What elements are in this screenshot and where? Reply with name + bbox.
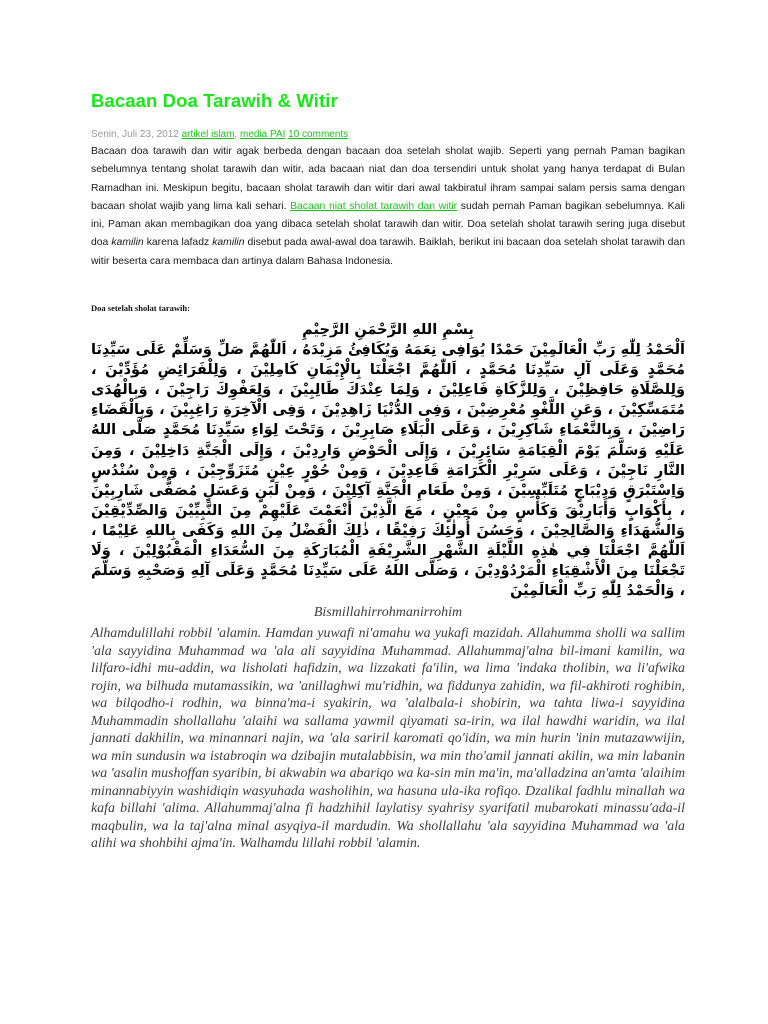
intro-text-2: sudah pernah Paman bagikan sebelumnya. Kali ini, Paman akan membagikan doa yang dibaca setelah sholat tarawih dan witir. Doa setelah sholat tarawih sering juga disebut doa: [91, 200, 685, 249]
transliteration-text: Alhamdulillahi robbil 'alamin. Hamdan yuwafi ni'amahu wa yukafi mazidah. Allahumma sholli wa sallim 'ala sayyidina Muhammad wa 'ala ali sayyidina Muhammad. Allahummaj'alna bil-imani kamilin, wa lilfaro-idhi mu-addin, wa lisholati hafidzin, wa lizzakati fa'ilin, wa lima 'indaka tholibin, wa li'afwika rojin, wa bilhuda mutamassikin, wa 'anillaghwi mu'ridhin, wa fiddunya zahidin, wa fil-akhiroti roghibin, wa bilqodho-i rodhin, wa binna'ma-i syakirin, wa 'alalbala-i shobirin, wa tahta liwa-i sayyidina Muhammadin shollallahu 'alaihi wa sallama yawmil qiyamati sa-irin, wa ilal hawdhi waridin, wa ilal jannati dakhilin, wa minannari najin, wa 'ala sariril karomati qo'idin, wa min hurin 'inin mutazawwijin, wa min sundusin wa istabroqin wa dzibajin mutalabbisin, wa min tho'amil jannati akilin, wa min labanin wa 'asalin mushoffan syaribin, bi akwabin wa abariqo wa ka-sin min ma'in, ma'alladzina an'amta 'alaihim minannabiyyin washidiqin wasyuhada washolihin, wa hasuna ula-ika rofiqo. Dzalikal fadhlu minallah wa kafa billahi 'alima. Allahummaj'alna fi hadzhihil laylatisy syahrisy syarifatil mubarokati minassu'ada-il maqbulin, wa la taj'alna minal asyqiya-il mardudin. Wa shollallahu 'ala sayyidina Muhammad wa 'ala alihi wa shohbihi ajma'in. Walhamdu lillahi robbil 'alamin.: [91, 626, 685, 851]
intro-text-1: Bacaan doa tarawih dan witir agak berbeda dengan bacaan doa setelah sholat wajib. Seperti yang pernah Paman bagikan sebelumnya tentang sholat tarawih dan witir, ada bacaan niat dan doa tersendiri untuk sholat yang hanya terdapat di Bulan Ramadhan ini. Meskipun begitu, bacaan sholat tarawih dan witir dari awal takbiratul ihram sampai salam persis sama dengan bacaan sholat wajib yang lima kali sehari.: [91, 146, 685, 212]
post-meta: [91, 129, 348, 140]
kamilin-term: kamilin: [111, 237, 144, 249]
doa-subheading: Doa setelah sholat tarawih:: [91, 303, 190, 313]
category-link-artikel-islam[interactable]: artikel islam: [181, 129, 235, 140]
intro-text-3: karena lafadz: [146, 237, 210, 249]
niat-tarawih-link[interactable]: Bacaan niat sholat tarawih dan witir: [290, 200, 458, 212]
arabic-prayer-body: اَلْحَمْدُ لِلّٰهِ رَبِّ الْعَالَمِيْنَ حَمْدًا يُوَافِى نِعَمَهُ وَيُكَافِئُ مَزِيْدَهُ ، اَللّٰهُمَّ صَلِّ وَسَلِّمْ عَلَى سَيِّدِنَا مُحَمَّدٍ وَعَلَى آلِ سَيِّدِنَا مُحَمَّدٍ ، اَللّٰهُمَّ اجْعَلْنَا بِالْإِيْمَانِ كَامِلِيْنَ ، وَلِلْفَرَائِضِ مُؤَدِّيْنَ ، وَلِلصَّلَاةِ حَافِظِيْنَ ، وَلِلزَّكَاةِ فَاعِلِيْنَ ، وَلِمَا عِنْدَكَ طَالِبِيْنَ ، وَلِعَفْوِكَ رَاجِيْنَ ، وَبِالْهُدَى مُتَمَسِّكِيْنَ ، وَعَنِ اللَّغْوِ مُعْرِضِيْنَ ، وَفِى الدُّنْيَا زَاهِدِيْنَ ، وَفِى الْآخِرَةِ رَاغِبِيْنَ ، وَبِالْقَضَاءِ رَاضِيْنَ ، وَبِالنَّعْمَاءِ شَاكِرِيْنَ ، وَعَلَى الْبَلَاءِ صَابِرِيْنَ ، وَتَحْتَ لِوَاءِ سَيِّدِنَا مُحَمَّدٍ صَلَّى اللهُ عَلَيْهِ وَسَلَّمَ يَوْمَ الْقِيَامَةِ سَائِرِيْنَ ، وَإِلَى الْحَوْضِ وَارِدِيْنَ ، وَإِلَى الْجَنَّةِ دَاخِلِيْنَ ، وَمِنَ النَّارِ نَاجِيْنَ ، وَعَلَى سَرِيْرِ الْكَرَامَةِ قَاعِدِيْنَ ، وَمِنْ حُوْرٍ عِيْنٍ مُتَزَوِّجِيْنَ ، وَمِنْ سُنْدُسٍ وَاِسْتَبْرَقٍ وَدِيْبَاجٍ مُتَلَبِّسِيْنَ ، وَمِنْ طَعَامِ الْجَنَّةِ آكِلِيْنَ ، وَمِنْ لَبَنٍ وَعَسَلٍ مُصَفًّى شَارِبِيْنَ ، بِأَكْوَابٍ وَأَبَارِيْقَ وَكَأْسٍ مِنْ مَعِيْنٍ ، مَعَ الَّذِيْنَ أَنْعَمْتَ عَلَيْهِمْ مِنَ النَّبِيِّيْنَ وَالصِّدِّيْقِيْنَ وَالشُّهَدَاءِ وَالصَّالِحِيْنَ ، وَحَسُنَ أُولٰئِكَ رَفِيْقًا ، ذٰلِكَ الْفَضْلُ مِنَ اللهِ وَكَفَى بِاللهِ عَلِيْمًا ، اَللّٰهُمَّ اجْعَلْنَا فِي هٰذِهِ اللَّيْلَةِ الشَّهْرِ الشَّرِيْفَةِ الْمُبَارَكَةِ مِنَ السُّعَدَاءِ الْمَقْبُوْلِيْنَ ، وَلَا تَجْعَلْنَا مِنَ الْأَشْقِيَاءِ الْمَرْدُوْدِيْنَ ، وَصَلَّى اللهُ عَلَى سَيِّدِنَا مُحَمَّدٍ وَعَلَى آلِهِ وَصَحْبِهِ وَسَلَّمَ ، وَالْحَمْدُ لِلّٰهِ رَبِّ الْعَالَمِيْنَ: [91, 342, 685, 600]
intro-paragraph: [91, 143, 685, 271]
category-separator: ,: [234, 129, 238, 140]
comments-link[interactable]: 10 comments: [288, 129, 349, 140]
post-title[interactable]: Bacaan Doa Tarawih & Witir: [91, 90, 338, 111]
category-link-media-pai[interactable]: media PAI: [239, 129, 286, 140]
kamilin-term: kamilin: [212, 237, 245, 249]
intro-text-4: disebut pada awal-awal doa tarawih. Baiklah, berikut ini bacaan doa setelah sholat tarawih dan witir beserta cara membaca dan artinya dalam Bahasa Indonesia.: [91, 237, 686, 267]
post-date: Senin, Juli 23, 2012: [91, 129, 179, 140]
arabic-prayer-text: [91, 320, 685, 601]
arabic-basmala: بِسْمِ اللهِ الرَّحْمَنِ الرَّحِيْمِ: [302, 322, 474, 338]
transliteration-heading: Bismillahirrohmanirrohim: [313, 605, 463, 620]
